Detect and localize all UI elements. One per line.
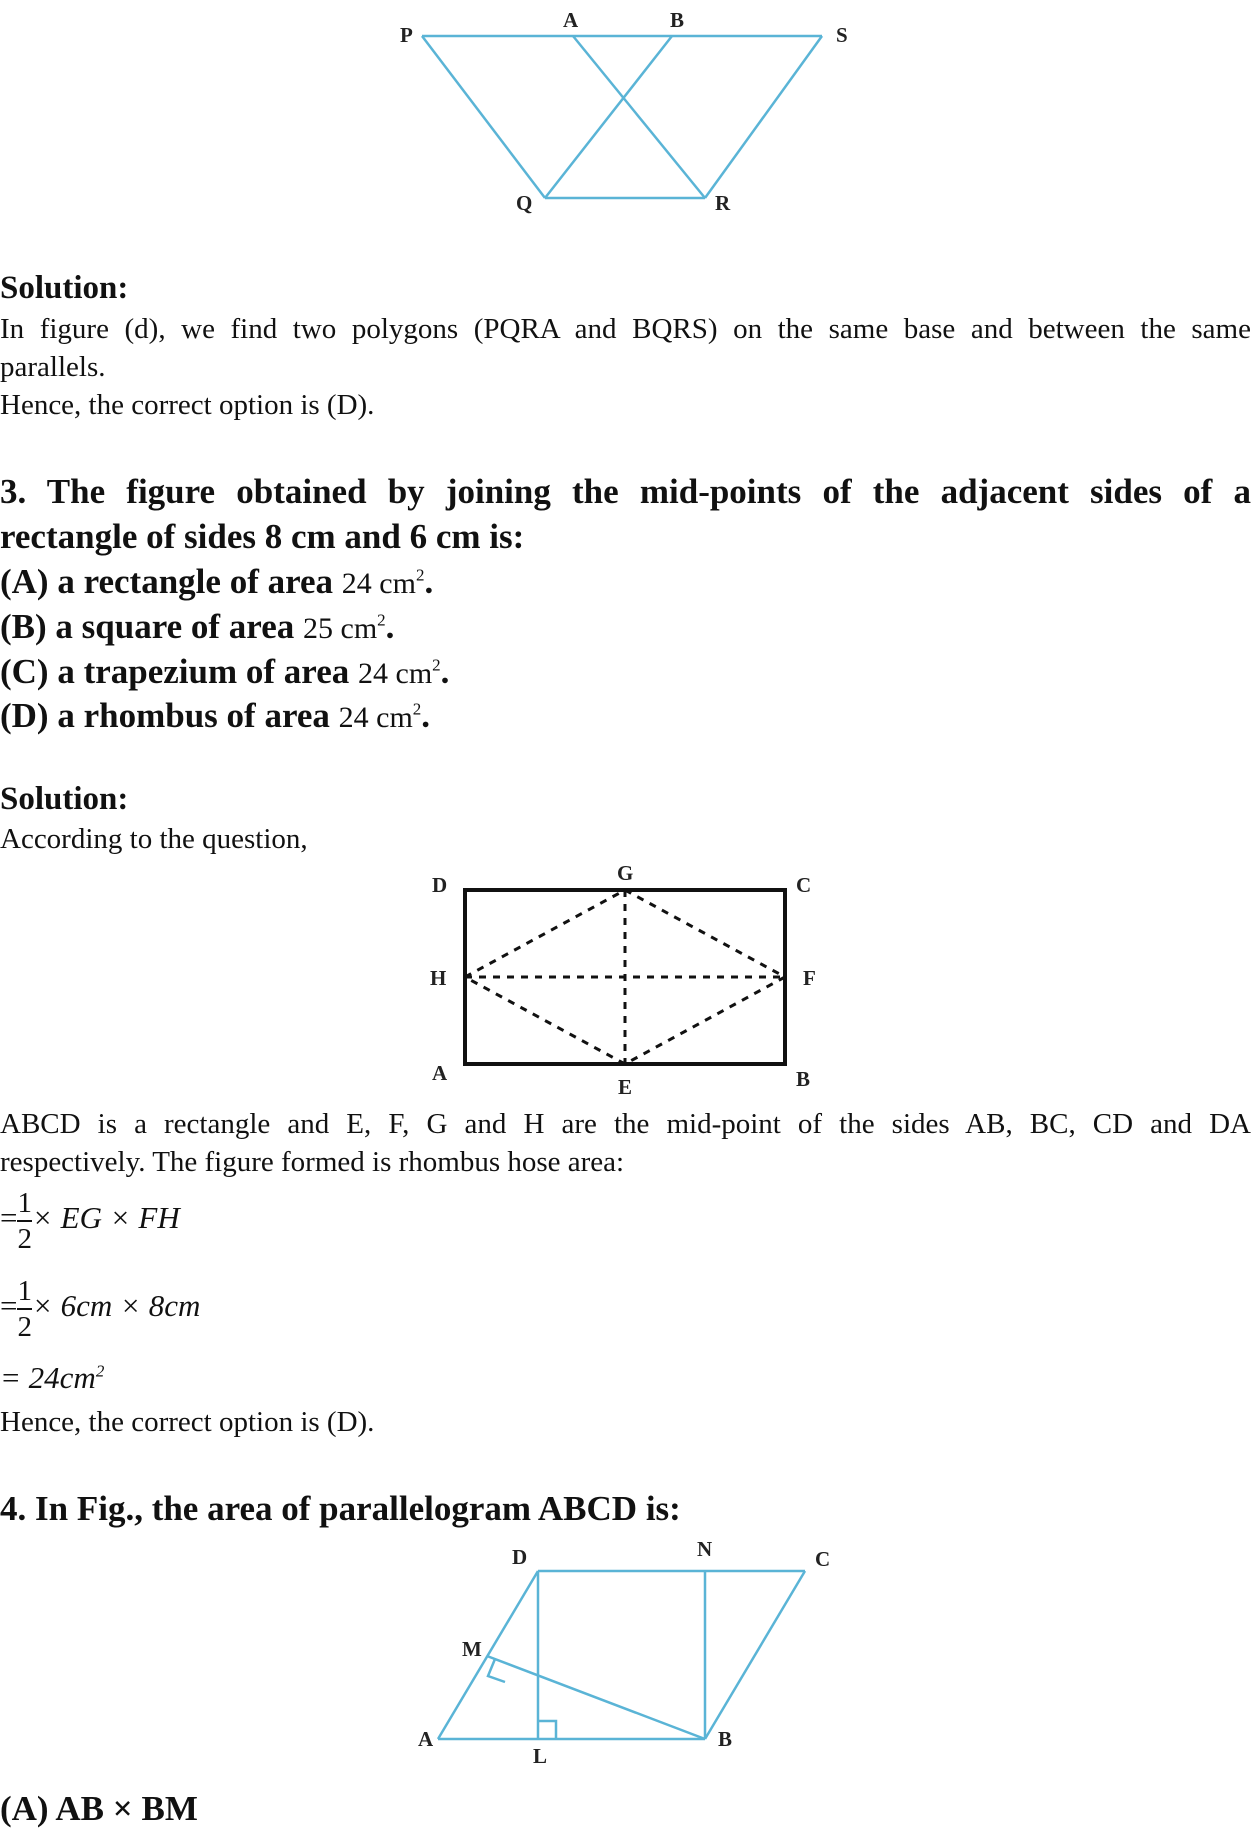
label-s: S <box>836 23 848 47</box>
question-3-line1: 3. The figure obtained by joining the mid-points of the adjacent sides of a <box>0 472 1251 511</box>
label-l: L <box>533 1744 548 1768</box>
perpendicular-bm <box>487 1656 705 1739</box>
label-a: A <box>432 1061 448 1085</box>
label-d: D <box>432 873 448 897</box>
figure-rectangle-rhombus <box>420 858 840 1098</box>
label-b: B <box>796 1067 811 1091</box>
line-rs <box>705 36 822 198</box>
label-a: A <box>563 8 579 32</box>
label-c: C <box>815 1547 831 1571</box>
question-4-option-a: (A) AB × BM <box>0 1789 198 1828</box>
label-q: Q <box>516 191 533 215</box>
rhombus-side-hg <box>465 890 625 977</box>
right-angle-l <box>538 1721 556 1739</box>
line-ar <box>573 36 705 198</box>
math-result: = $24cm^2$ <box>0 1360 105 1395</box>
line-bq <box>545 36 672 198</box>
option-c: (C) a trapezium of area 24 $cm^2$. <box>0 652 450 691</box>
option-d: (D) a rhombus of area 24 $cm^2$. <box>0 696 431 735</box>
solution-3-text-line2: respectively. The figure formed is rhombus hose area: <box>0 1146 625 1178</box>
label-f: F <box>803 966 816 990</box>
side-bc <box>705 1571 805 1739</box>
label-d: D <box>512 1545 528 1569</box>
label-h: H <box>430 966 447 990</box>
label-e: E <box>618 1075 633 1098</box>
figure-pqrs <box>380 0 860 220</box>
label-b: B <box>718 1727 733 1751</box>
solution-3-text-line1: ABCD is a rectangle and E, F, G and H are the mid-point of the sides AB, BC, CD and DA <box>0 1108 1251 1140</box>
label-r: R <box>715 191 731 215</box>
solution-conclusion: Hence, the correct option is (D). <box>0 389 375 421</box>
solution-text-line2: parallels. <box>0 351 106 383</box>
label-m: M <box>462 1637 482 1661</box>
option-a: (A) a rectangle of area 24 $cm^2$. <box>0 562 434 601</box>
side-ad <box>438 1571 538 1739</box>
label-n: N <box>697 1538 713 1561</box>
label-a: A <box>418 1727 434 1751</box>
label-g: G <box>617 861 634 885</box>
label-c: C <box>796 873 812 897</box>
question-4-heading: 4. In Fig., the area of parallelogram ABCD is: <box>0 1489 681 1528</box>
figure-parallelogram <box>400 1538 860 1768</box>
solution-3-conclusion: Hence, the correct option is (D). <box>0 1406 375 1438</box>
rhombus-side-eh <box>465 977 625 1064</box>
rhombus-side-gf <box>625 890 785 977</box>
line-pq <box>422 36 545 198</box>
solution-heading: Solution: <box>0 270 129 306</box>
math-step-2: = $\frac{1}{2}$ × 6cm × 8cm <box>0 1275 201 1343</box>
solution-3-heading: Solution: <box>0 781 129 817</box>
question-3-line2: rectangle of sides 8 cm and 6 cm is: <box>0 517 525 556</box>
solution-3-intro: According to the question, <box>0 823 308 855</box>
solution-text-line1: In figure (d), we find two polygons (PQRA and BQRS) on the same base and between the same <box>0 313 1251 345</box>
label-b: B <box>670 8 685 32</box>
fraction-half: $\frac{1}{2}$ <box>17 1187 32 1255</box>
option-b: (B) a square of area 25 $cm^2$. <box>0 607 395 646</box>
math-step-1: = $\frac{1}{2}$ × EG × FH <box>0 1187 180 1255</box>
label-p: P <box>400 23 413 47</box>
fraction-half: $\frac{1}{2}$ <box>17 1275 32 1343</box>
rhombus-side-fe <box>625 977 785 1064</box>
